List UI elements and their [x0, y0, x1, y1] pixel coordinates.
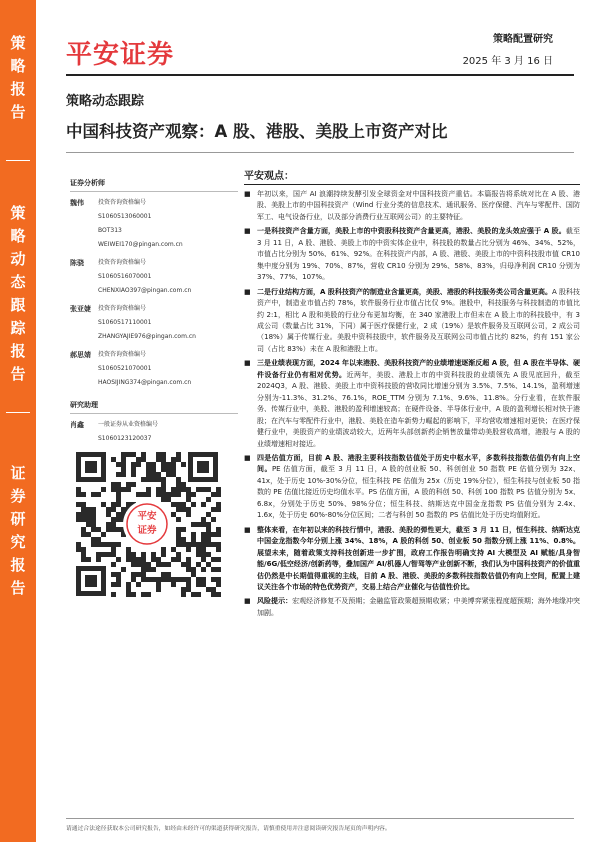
bullet-icon: ■	[244, 453, 251, 462]
key-view-paragraph	[244, 287, 580, 356]
footer-rule	[66, 818, 574, 819]
assistant-detail: S1060123120037	[98, 435, 152, 442]
analyst-name: 张亚婕	[70, 305, 91, 313]
bullet-icon: ■	[244, 359, 251, 368]
qr-logo-text: 平安	[137, 511, 157, 522]
key-view-paragraph	[244, 226, 580, 283]
analyst-detail[interactable]: HAOSIJING374@pingan.com.cn	[98, 379, 192, 386]
analyst-detail[interactable]: WEIWEI170@pingan.com.cn	[98, 241, 183, 248]
qr-code	[72, 448, 222, 600]
analyst-detail: S1060516070001	[98, 273, 152, 280]
analyst-detail: 投资咨询资格编号	[98, 305, 147, 312]
bullet-icon: ■	[244, 287, 251, 296]
paragraph-lead: 整体来看，在年初以来的科技行情中，港股、美股的弹性更大，截至 3 月 11 日，恒生科技、纳斯达克中国金龙指数今年分别上涨 34%、18%，A 股的科创 50、创业板 50 指数分别上涨 11%、0.8%。展望未来，随着政策支持科技创新进一步扩围，政府工作报告明确支持 AI 大模型及 AI 赋能/具身智能/6G/低空经济/创新药等，叠加国产 AI/机器人/智驾等产业创新不断，我们认为中国科技资产的价值重估仍然是中长期值得重视的主线，目前 A 股、港股、美股的多数科技指数估值仍有向上空间，配置上建议关注各个市场的特色优势资产，交易上结合产业催化与估值性价比。	[257, 525, 580, 591]
sidebar-label-report-series: 策 略 动 态 跟 踪 报 告	[10, 204, 26, 383]
sidebar-label-report-kind: 证 券 研 究 报 告	[10, 464, 26, 597]
analyst-detail: S1060517110001	[98, 319, 152, 326]
paragraph-lead: 风险提示：	[257, 597, 293, 606]
section-divider	[70, 413, 238, 414]
paragraph-lead: 四是估值方面，目前 A 股、港股主要科技指数估值处于历史中枢水平，多数科技指数估值仍有向上空间。	[257, 453, 580, 474]
bullet-icon: ■	[244, 597, 251, 606]
analyst-detail: BOT313	[98, 227, 122, 234]
paragraph-body: 截至 3 月 11 日，A 股、港股、美股上市的中资实体企业中，科技股的数量占比分别为 46%、34%、52%，市值占比分别为 50%、61%、92%。在科技资产内部，A 股、港股、美股上市的中资科技股市值 CR10 集中度分别为 19%、70%、87%，营收 CR10 分别为 29%、58%、83%，归母净利润 CR10 分别为 37%、77%、107%。	[257, 227, 580, 282]
paragraph-body: A 股科技资产中，制造业市值占约 78%，软件服务行业市值占比仅 9%。港股中，科技服务与科技制造的市值比约 2:1，相比 A 股和美股的行业分布更加均衡，在 340 家港股上市但未在 A 股上市的科技股中，有 3 成公司（数量占比 31%，下同）属于医疗保健行业，2 成（19%）是软件服务及互联网公司，2 成公司（18%）属于传媒行业。美股中资科技股中，软件服务及互联网公司市值占比约 82%，约有 151 家公司（占比 83%）未在 A 股和港股上市。	[257, 287, 581, 353]
key-view-paragraph	[244, 596, 580, 619]
key-view-paragraph	[244, 358, 580, 450]
paragraph-body: 年初以来，国产 AI 浪潮持续发酵引发全球资金对中国科技资产重估。本篇报告将系统对比在 A 股、港股、美股上市的中国科技资产（Wind 行业分类的信息技术、通讯服务、医疗保健、汽车与零配件、国防军工、电气设备行业，以及部分消费行业互联网公司）的主要特征。	[257, 190, 580, 221]
report-title: 中国科技资产观察：A 股、港股、美股上市资产对比	[66, 122, 448, 141]
sidebar-label-report-category: 策 略 报 告	[10, 34, 26, 121]
paragraph-body: PE 估值方面，截至 3 月 11 日，A 股的创业板 50、科创创业 50 指数 PE 估值分别为 32x、41x，处于历史 10%-30%分位，恒生科技 PE 估值为 25x（历史 19%分位），恒生科技与创业板 50 指数的 PE 估值比接近历史均值水平。PS 估值方面，A 股的科创 50、科创 100 指数 PS 估值分别为 5x、6.8x，分别处于历史 50%、98%分位；恒生科技、纳斯达克中国金龙指数 PS 估值分别为 2.4x、1.6x，处于历史 60%-80%分位区间；二者与科创 50 指数的 PS 估值比处于历史均值附近。	[257, 465, 580, 520]
analyst-detail: S1060513060001	[98, 213, 152, 220]
section-divider	[70, 191, 238, 192]
analyst-entry	[70, 348, 238, 390]
key-views-rule	[244, 184, 580, 185]
analyst-list	[70, 196, 238, 390]
analyst-detail: 投资咨询资格编号	[98, 259, 147, 266]
key-views	[244, 167, 580, 622]
analysts-heading: 证券分析师	[70, 179, 105, 187]
paragraph-body: 宏观经济修复不及预期；金融监管政策超预期收紧；中美博弈紧张程度超预期；海外地缘冲突加剧。	[257, 597, 581, 617]
analyst-entry	[70, 196, 238, 252]
paragraph-lead: 二是行业结构方面，A 股科技资产的制造业含量更高，美股、港股的科技服务类公司含量更高。	[257, 287, 552, 296]
paragraph-lead: 一是科技资产含量方面，美股上市的中资股科技资产含量更高，港股、美股的龙头效应强于 A 股。	[257, 227, 566, 236]
analyst-detail[interactable]: CHENXIAO397@pingan.com.cn	[98, 287, 192, 294]
assistant-detail: 一般证券从业资格编号	[98, 421, 159, 428]
analyst-detail: 投资咨询资格编号	[98, 199, 147, 206]
bullet-icon: ■	[244, 227, 251, 236]
bullet-icon: ■	[244, 190, 251, 198]
key-view-paragraph	[244, 525, 580, 594]
analyst-detail: 投资咨询资格编号	[98, 351, 147, 358]
analyst-name: 郝思婧	[70, 351, 91, 359]
analyst-name: 魏伟	[70, 199, 84, 207]
analyst-entry	[70, 302, 238, 344]
sidebar-divider	[6, 160, 30, 161]
title-rule	[66, 152, 574, 153]
key-view-paragraph	[244, 189, 580, 223]
paragraph-list	[244, 189, 580, 619]
report-type: 策略配置研究	[493, 34, 553, 45]
analyst-detail[interactable]: ZHANGYAJIE976@pingan.com.cn	[98, 333, 196, 340]
paragraph-lead: 三是业绩表现方面，2024 年以来港股、美股科技资产的业绩增速逐渐反超 A 股，但 A 股在半导体、硬件设备行业仍有相对优势。	[257, 359, 580, 379]
assistant-name: 肖鑫	[70, 421, 84, 429]
key-views-heading: 平安观点：	[244, 171, 294, 182]
report-date: 2025 年 3 月 16 日	[462, 56, 553, 67]
sidebar	[0, 0, 36, 842]
analyst-name: 陈骁	[70, 259, 84, 267]
analyst-entry	[70, 256, 238, 298]
sidebar-divider	[6, 412, 30, 413]
analyst-detail: S1060521070001	[98, 365, 152, 372]
key-view-paragraph	[244, 453, 580, 522]
brand-logo: 平安证券	[66, 40, 175, 70]
qr-code-graphic	[72, 448, 222, 600]
qr-logo-text: 证券	[137, 525, 157, 536]
report-subtitle: 策略动态跟踪	[66, 94, 145, 109]
assistants-heading: 研究助理	[70, 401, 98, 409]
analyst-column	[70, 176, 238, 464]
footer-disclaimer: 请通过合法途径获取本公司研究报告，如经由未经许可的渠道获得研究报告，请慎重使用并注意阅读研究报告尾页的声明内容。	[66, 826, 391, 832]
bullet-icon: ■	[244, 525, 251, 534]
paragraph-body: 近两年，美股、港股上市的中资科技股的业绩领先 A 股见底回升，截至 2024Q3，A 股、港股、美股上市中资科技股的营收同比增速分别为 3.5%、7.5%、14.1%，盈利增速分别为-11.3%、31.2%、76.1%，ROE_TTM 分别为 7.1%、9.6%、11.8%。分行业看，在软件服务、传媒行业中，美股、港股的盈利增速较高；在硬件设备、半导体行业中，A 股的盈利增长相对快于港股；在汽车与零配件行业中，港股、美股在造车新势力崛起的影响下，平均营收增速相对更快；在医疗保健行业中，美股资产的业绩波动较大，近两年头部创新药企销售放量带动美股营收高增，港股与 A 股的业绩增速相对接近。	[257, 370, 580, 448]
header-rule	[66, 74, 574, 76]
